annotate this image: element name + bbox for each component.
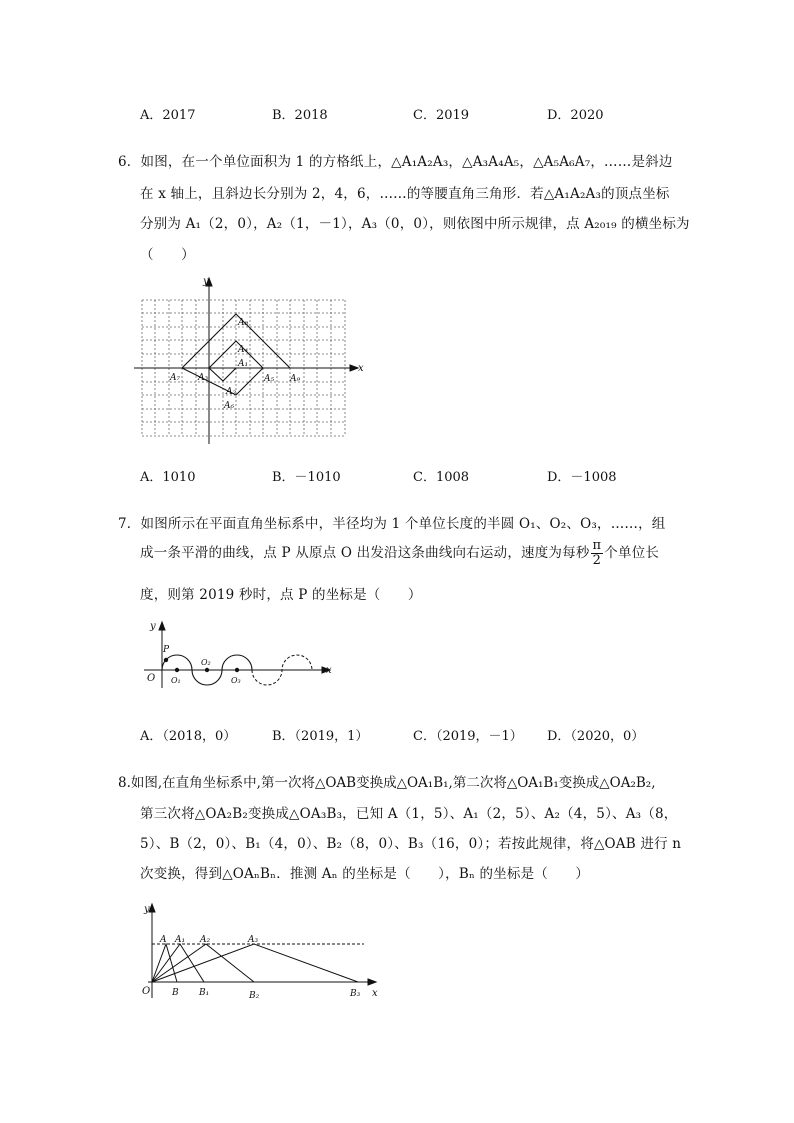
- q6-x-label: x: [358, 363, 364, 374]
- q5-option-a: A．2017: [140, 108, 196, 123]
- q6-option-d: D．－1008: [547, 470, 617, 485]
- q8-x-label: x: [372, 988, 378, 999]
- q7-option-a: A．（2018，0）: [140, 729, 237, 744]
- q6-line-3: 分别为 A₁（2，0），A₂（1，－1），A₃（0，0），则依图中所示规律，点 A₂₀₁₉ 的横坐标为: [140, 216, 690, 232]
- q8-axes: [148, 904, 376, 998]
- q6-grid-figure: [130, 272, 370, 454]
- q7-label-p: P: [163, 645, 170, 655]
- q8-label-a1: A₁: [175, 935, 186, 945]
- q8-transform-figure: [136, 898, 386, 1004]
- q7-frac-denominator: 2: [592, 553, 602, 568]
- q7-line-2a: 成一条平滑的曲线，点 P 从原点 O 出发沿这条曲线向右运动，速度为每秒: [140, 545, 590, 561]
- q5-option-c: C．2019: [413, 108, 470, 123]
- q6-y-label: y: [203, 276, 209, 287]
- q7-label-o3: O₃: [231, 676, 241, 685]
- q6-label-a1: A₁: [238, 359, 249, 369]
- q5-option-d: D．2020: [547, 108, 604, 123]
- q8-label-b3: B₃: [350, 989, 361, 999]
- q7-line-3: 度，则第 2019 秒时，点 P 的坐标是（ ）: [140, 587, 422, 603]
- q7-center-o3: [235, 668, 239, 672]
- q6-label-a9: A₉: [290, 374, 301, 384]
- q6-option-c: C．1008: [413, 470, 470, 485]
- q8-label-o: O: [142, 986, 151, 997]
- q7-line-2: [140, 539, 659, 568]
- q6-label-a4: A₄: [238, 345, 249, 355]
- q6-label-a3: A₃: [198, 373, 209, 383]
- q7-label-o1: O₁: [171, 676, 181, 685]
- q7-y-label: y: [150, 621, 156, 632]
- q6-label-a6: A₆: [224, 401, 235, 411]
- q8-label-a3: A₃: [248, 935, 259, 945]
- q8-line-2: 第三次将△OA₂B₂变换成△OA₃B₃，已知 A（1，5）、A₁（2，5）、A₂（4，5）、A₃（8，: [140, 806, 678, 822]
- q8-label-b1: B₁: [199, 988, 210, 998]
- q7-line-1: 7．如图所示在平面直角坐标系中，半径均为 1 个单位长度的半圆 O₁、O₂、O₃，……，组: [118, 516, 666, 532]
- q5-option-b: B．2018: [272, 108, 328, 123]
- q7-label-o2: O₂: [201, 658, 211, 667]
- q7-frac-numerator: π: [592, 538, 602, 553]
- q6-label-a5: A₅: [264, 374, 275, 384]
- q8-line-1: 8.如图,在直角坐标系中,第一次将△OAB变换成△OA₁B₁,第二次将△OA₁B₁变换成△OA₂B₂,: [118, 775, 656, 791]
- q6-label-a8: A₈: [238, 318, 249, 328]
- q7-speed-fraction: [591, 539, 604, 568]
- q6-line-2: 在 x 轴上，且斜边长分别为 2，4，6，……的等腰直角三角形．若△A₁A₂A₃的顶点坐标: [140, 186, 670, 202]
- q7-x-label: x: [326, 665, 332, 676]
- q6-line-1: 6．如图，在一个单位面积为 1 的方格纸上，△A₁A₂A₃，△A₃A₄A₅，△A₅A₆A₇，……是斜边: [118, 154, 673, 170]
- q8-line-4: 次变换，得到△OAₙBₙ．推测 Aₙ 的坐标是（ ），Bₙ 的坐标是（ ）: [140, 866, 590, 882]
- q8-label-b2: B₂: [249, 991, 260, 1001]
- q6-line-4: （ ）: [140, 247, 195, 263]
- q7-center-o1: [175, 668, 179, 672]
- q7-option-b: B．（2019，1）: [272, 729, 369, 744]
- q7-line-2b: 个单位长: [604, 545, 660, 561]
- q7-label-o: O: [147, 673, 156, 684]
- q7-center-o2: [205, 668, 209, 672]
- q7-point-p: [164, 658, 168, 662]
- q8-line-3: 5）、B（2，0）、B₁（4，0）、B₂（8，0）、B₃（16，0）；若按此规律，将△OAB 进行 n: [140, 836, 682, 852]
- q8-label-b: B: [172, 988, 179, 998]
- q7-curve-figure: [140, 620, 340, 692]
- q7-option-c: C．（2019，－1）: [413, 729, 523, 744]
- q8-triangles: [152, 944, 358, 982]
- q7-option-d: D．（2020，0）: [547, 729, 645, 744]
- q8-label-a2: A₂: [200, 935, 211, 945]
- q6-label-a7: A₇: [170, 373, 181, 383]
- q6-label-a2: A₂: [226, 387, 237, 397]
- q6-option-a: A．1010: [140, 470, 196, 485]
- q6-option-b: B．－1010: [272, 470, 341, 485]
- q8-y-label: y: [144, 904, 150, 915]
- q8-label-a: A: [160, 935, 167, 945]
